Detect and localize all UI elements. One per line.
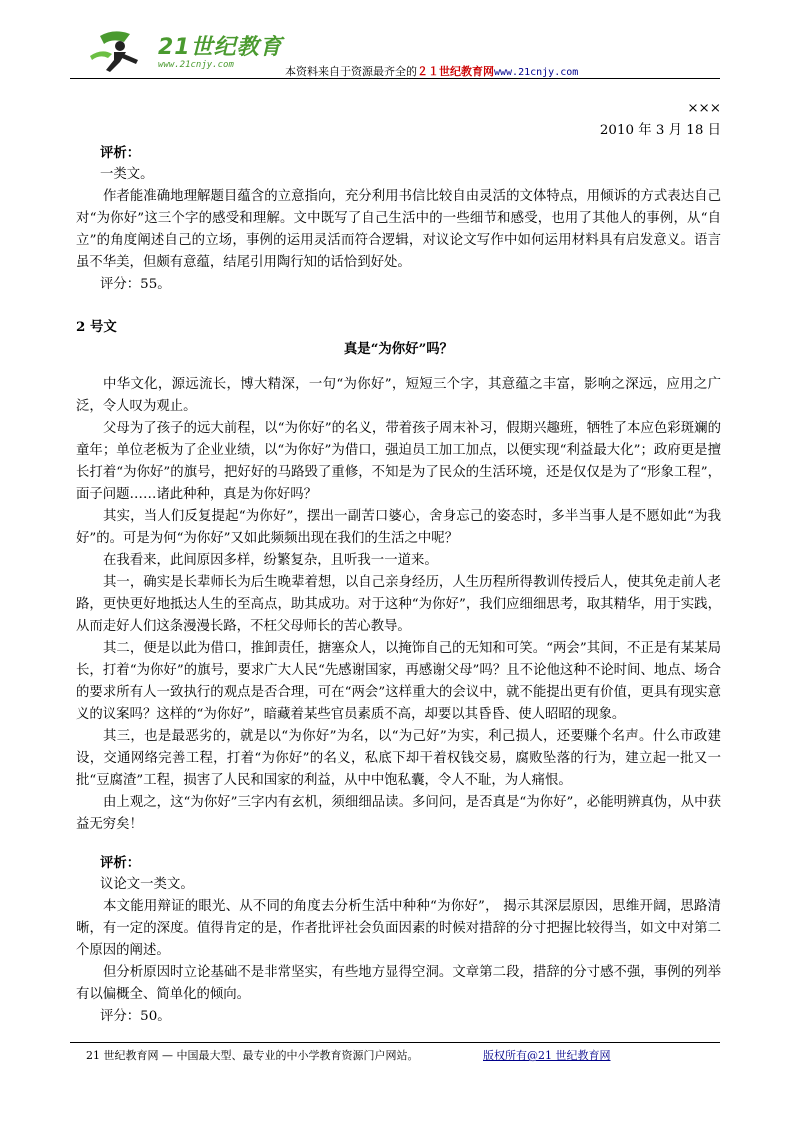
header-site-name: ２１世纪教育网 — [417, 65, 494, 78]
review-score: 评分：50。 — [100, 1009, 171, 1024]
header-site-link[interactable]: www.21cnjy.com — [494, 67, 579, 78]
logo-text: 21世纪教育 — [158, 35, 283, 60]
page-header — [70, 24, 720, 80]
essay-paragraph: 其一，确实是长辈师长为后生晚辈着想，以自己亲身经历，人生历程所得教训传授后人，使其免走前人老路，更快更好地抵达人生的至高点，助其成功。对于这种“为你好”，我们应细细思考，取其精华，用于实践，从而走好人们这条漫漫长路，不枉父母师长的苦心教导。 — [76, 575, 721, 634]
essay-paragraph: 中华文化，源远流长，博大精深，一句“为你好”，短短三个字，其意蕴之丰富，影响之深远，应用之广泛，令人叹为观止。 — [76, 377, 721, 414]
essay-paragraph: 在我看来，此间原因多样，纷繁复杂，且听我一一道来。 — [103, 553, 438, 568]
header-divider — [70, 78, 720, 79]
essay-title: 真是“为你好”吗？ — [343, 341, 454, 357]
footer-divider — [70, 1042, 720, 1043]
review-label: 评析： — [100, 145, 141, 161]
signature: ××× — [687, 101, 721, 116]
document-body — [76, 98, 721, 1028]
essay-paragraph: 其二，便是以此为借口，推卸责任，搪塞众人，以掩饰自己的无知和可笑。“两会”其间，不正是有某某局长，打着“为你好”的旗号，要求广大人民“先感谢国家，再感谢父母”吗？且不论他这种不论时间、地点、场合的要求所有人一致执行的观点是否合理，可在“两会”这样重大的会议中，就不能提出更有价值，更具有现实意义的议案吗？这样的“为你好”，暗藏着某些官员素质不高，却要以其昏昏、使人昭昭的现象。 — [76, 641, 721, 722]
footer-text: 21 世纪教育网 — 中国最大型、最专业的中小学教育资源门户网站。 — [86, 1049, 419, 1062]
review-grade: 一类文。 — [100, 167, 154, 182]
review-label: 评析： — [100, 855, 141, 871]
essay-paragraph: 其三，也是最恶劣的，就是以“为你好”为名，以“为己好”为实，利己损人，还要赚个名声。什么市政建设，交通网络完善工程，打着“为你好”的名义，私底下却干着权钱交易，腐败坠落的行为，建立起一批又一批“豆腐渣”工程，损害了人民和国家的利益，从中中饱私囊，令人不耻，为人痛恨。 — [76, 729, 721, 788]
header-note: 本资料来自于资源最齐全的２１世纪教育网www.21cnjy.com — [285, 65, 579, 78]
review-grade: 议论文一类文。 — [100, 877, 194, 892]
essay-paragraph: 由上观之，这“为你好”三字内有玄机，须细细品读。多问问，是否真是“为你好”，必能明辨真伪，从中获益无穷矣！ — [76, 795, 721, 832]
essay-number: 2 号文 — [76, 319, 117, 335]
logo-url: www.21cnjy.com — [158, 60, 234, 70]
essay-paragraph: 父母为了孩子的远大前程，以“为你好”的名义，带着孩子周末补习，假期兴趣班，牺牲了本应色彩斑斓的童年；单位老板为了企业业绩，以“为你好”为借口，强迫员工加工加点，以便实现“利益最大化”；政府更是擅长打着“为你好”的旗号，把好好的马路毁了重修，不知是为了民众的生活环境，还是仅仅是为了“形象工程”，面子问题……诸此种种，真是为你好吗？ — [76, 421, 721, 502]
page-footer — [86, 1047, 611, 1063]
copyright-link[interactable]: 版权所有@21 世纪教育网 — [483, 1049, 611, 1062]
letter-date: 2010 年 3 月 18 日 — [599, 123, 721, 138]
review-paragraph: 作者能准确地理解题目蕴含的立意指向，充分利用书信比较自由灵活的文体特点，用倾诉的方式表达自己对“为你好”这三个字的感受和理解。文中既写了自己生活中的一些细节和感受，也用了其他人的事例，从“自立”的角度阐述自己的立场，事例的运用灵活而符合逻辑，对议论文写作中如何运用材料具有启发意义。语言虽不华美，但颇有意蕴，结尾引用陶行知的话恰到好处。 — [76, 189, 721, 270]
review-paragraph: 本文能用辩证的眼光、从不同的角度去分析生活中种种“为你好”， 揭示其深层原因，思维开阔，思路清晰，有一定的深度。值得肯定的是，作者批评社会负面因素的时候对措辞的分寸把握比较得当，如文中对第二个原因的阐述。 — [76, 899, 721, 958]
review-score: 评分：55。 — [100, 277, 171, 292]
review-paragraph: 但分析原因时立论基础不是非常坚实，有些地方显得空洞。文章第二段，措辞的分寸感不强，事例的列举有以偏概全、简单化的倾向。 — [76, 965, 721, 1002]
essay-paragraph: 其实，当人们反复提起“为你好”，摆出一副苦口婆心，舍身忘己的姿态时，多半当事人是不愿如此“为我好”的。可是为何“为你好”又如此频频出现在我们的生活之中呢？ — [76, 509, 721, 546]
runner-logo-icon — [80, 26, 154, 76]
